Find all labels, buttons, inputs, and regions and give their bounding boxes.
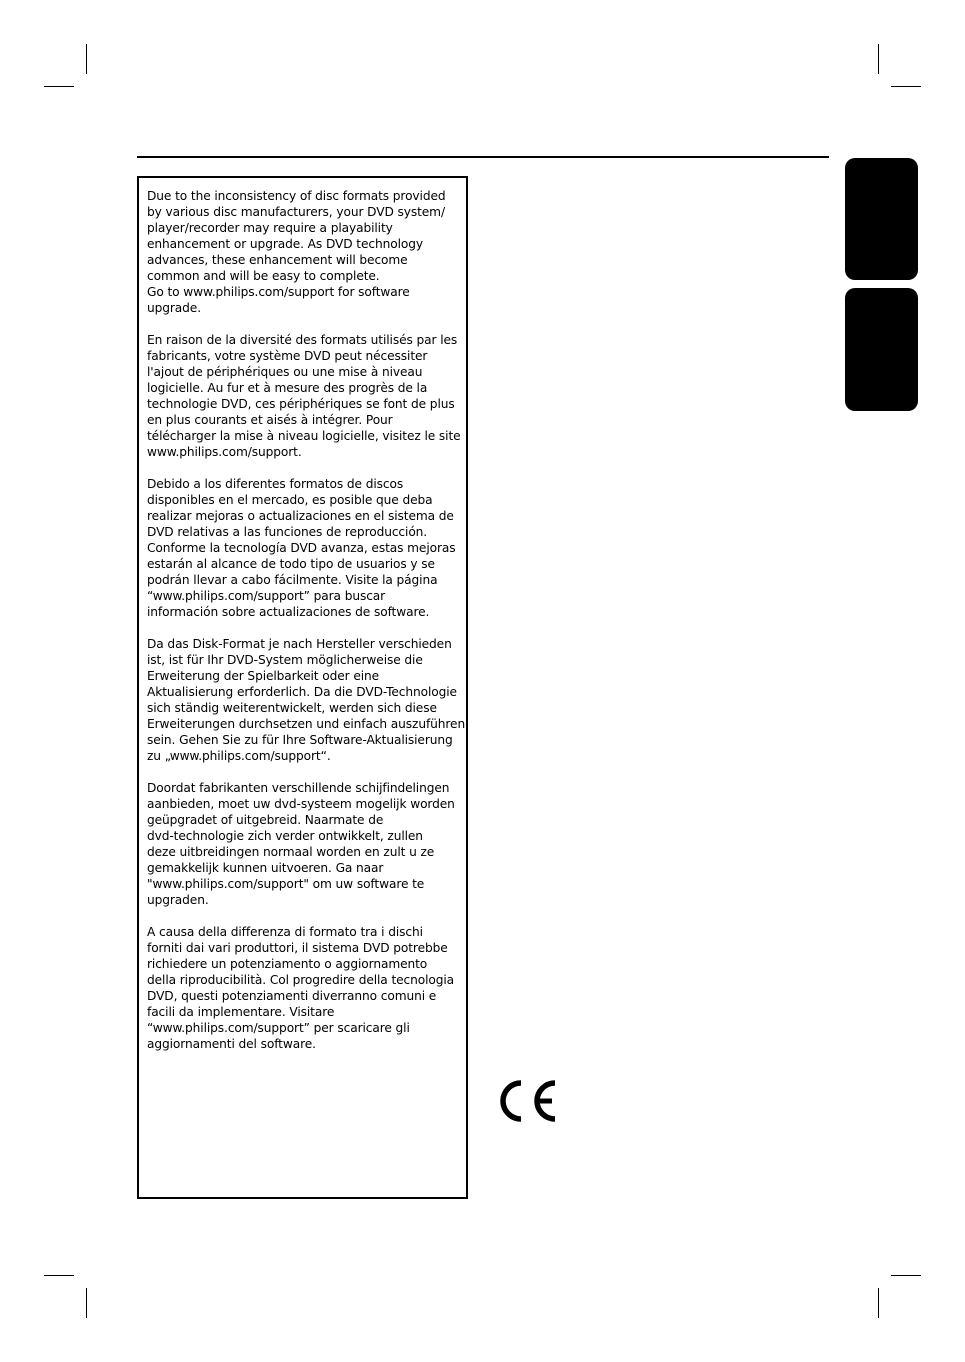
crop-mark-top-left-horizontal — [44, 86, 74, 87]
notice-paragraph-italian: A causa della differenza di formato tra i dischi forniti dai vari produttori, il sistema DVD potrebbe richiedere un potenziamento o aggiornamento della riproducibilità. Col progredire della tecnologia DVD, questi potenziamenti diverranno comuni e facili da implementare. Visitare “www.philips.com/support” per scaricare gli aggiornamenti del software. — [147, 925, 455, 1051]
crop-mark-top-right-vertical — [878, 44, 879, 74]
crop-mark-bottom-left-horizontal — [44, 1275, 74, 1276]
header-rule — [137, 156, 829, 158]
language-tab-lower — [845, 288, 918, 411]
notice-paragraph-english: Due to the inconsistency of disc formats provided by various disc manufacturers, your DVD system/ player/recorder may require a playability enhancement or upgrade. As DVD technology advances, these enhancement will become common and will be easy to complete. Go to www.philips.com/support for software upgrade. — [147, 189, 446, 315]
language-tab-upper — [845, 158, 918, 280]
ce-mark-e-bar — [537, 1099, 552, 1104]
notice-paragraph-spanish: Debido a los diferentes formatos de discos disponibles en el mercado, es posible que deba realizar mejoras o actualizaciones en el sistema de DVD relativas a las funciones de reproducción. Conforme la tecnología DVD avanza, estas mejoras estarán al alcance de todo tipo de usuarios y se podrán llevar a cabo fácilmente. Visite la página “www.philips.com/support” para buscar información sobre actualizaciones de software. — [147, 477, 456, 619]
crop-mark-bottom-left-vertical — [86, 1288, 87, 1318]
notice-paragraph-french: En raison de la diversité des formats utilisés par les fabricants, votre système DVD peut nécessiter l'ajout de périphériques ou une mise à niveau logicielle. Au fur et à mesure des progrès de la technologie DVD, ces périphériques se font de plus en plus courants et aisés à intégrer. Pour télécharger la mise à niveau logicielle, visitez le site www.philips.com/support. — [147, 333, 461, 459]
crop-mark-top-left-vertical — [86, 44, 87, 74]
upgrade-notice-text — [147, 188, 467, 1068]
crop-mark-bottom-right-horizontal — [891, 1275, 921, 1276]
notice-paragraph-dutch: Doordat fabrikanten verschillende schijfindelingen aanbieden, moet uw dvd-systeem mogelijk worden geüpgradet of uitgebreid. Naarmate de dvd-technologie zich verder ontwikkelt, zullen deze uitbreidingen normaal worden en zult u ze gemakkelijk kunnen uitvoeren. Ga naar "www.philips.com/support" om uw software te upgraden. — [147, 781, 455, 907]
crop-mark-bottom-right-vertical — [878, 1288, 879, 1318]
ce-mark-c — [503, 1083, 521, 1119]
crop-mark-top-right-horizontal — [891, 86, 921, 87]
notice-paragraph-german: Da das Disk-Format je nach Hersteller verschieden ist, ist für Ihr DVD-System möglicherweise die Erweiterung der Spielbarkeit oder eine Aktualisierung erforderlich. Da die DVD-Technologie sich ständig weiterentwickelt, werden sich diese Erweiterungen durchsetzen und einfach auszuführen sein. Gehen Sie zu für Ihre Software-Aktualisierung zu „www.philips.com/support“. — [147, 637, 466, 763]
upgrade-notice-box — [137, 176, 468, 1199]
ce-mark-icon — [495, 1080, 557, 1122]
